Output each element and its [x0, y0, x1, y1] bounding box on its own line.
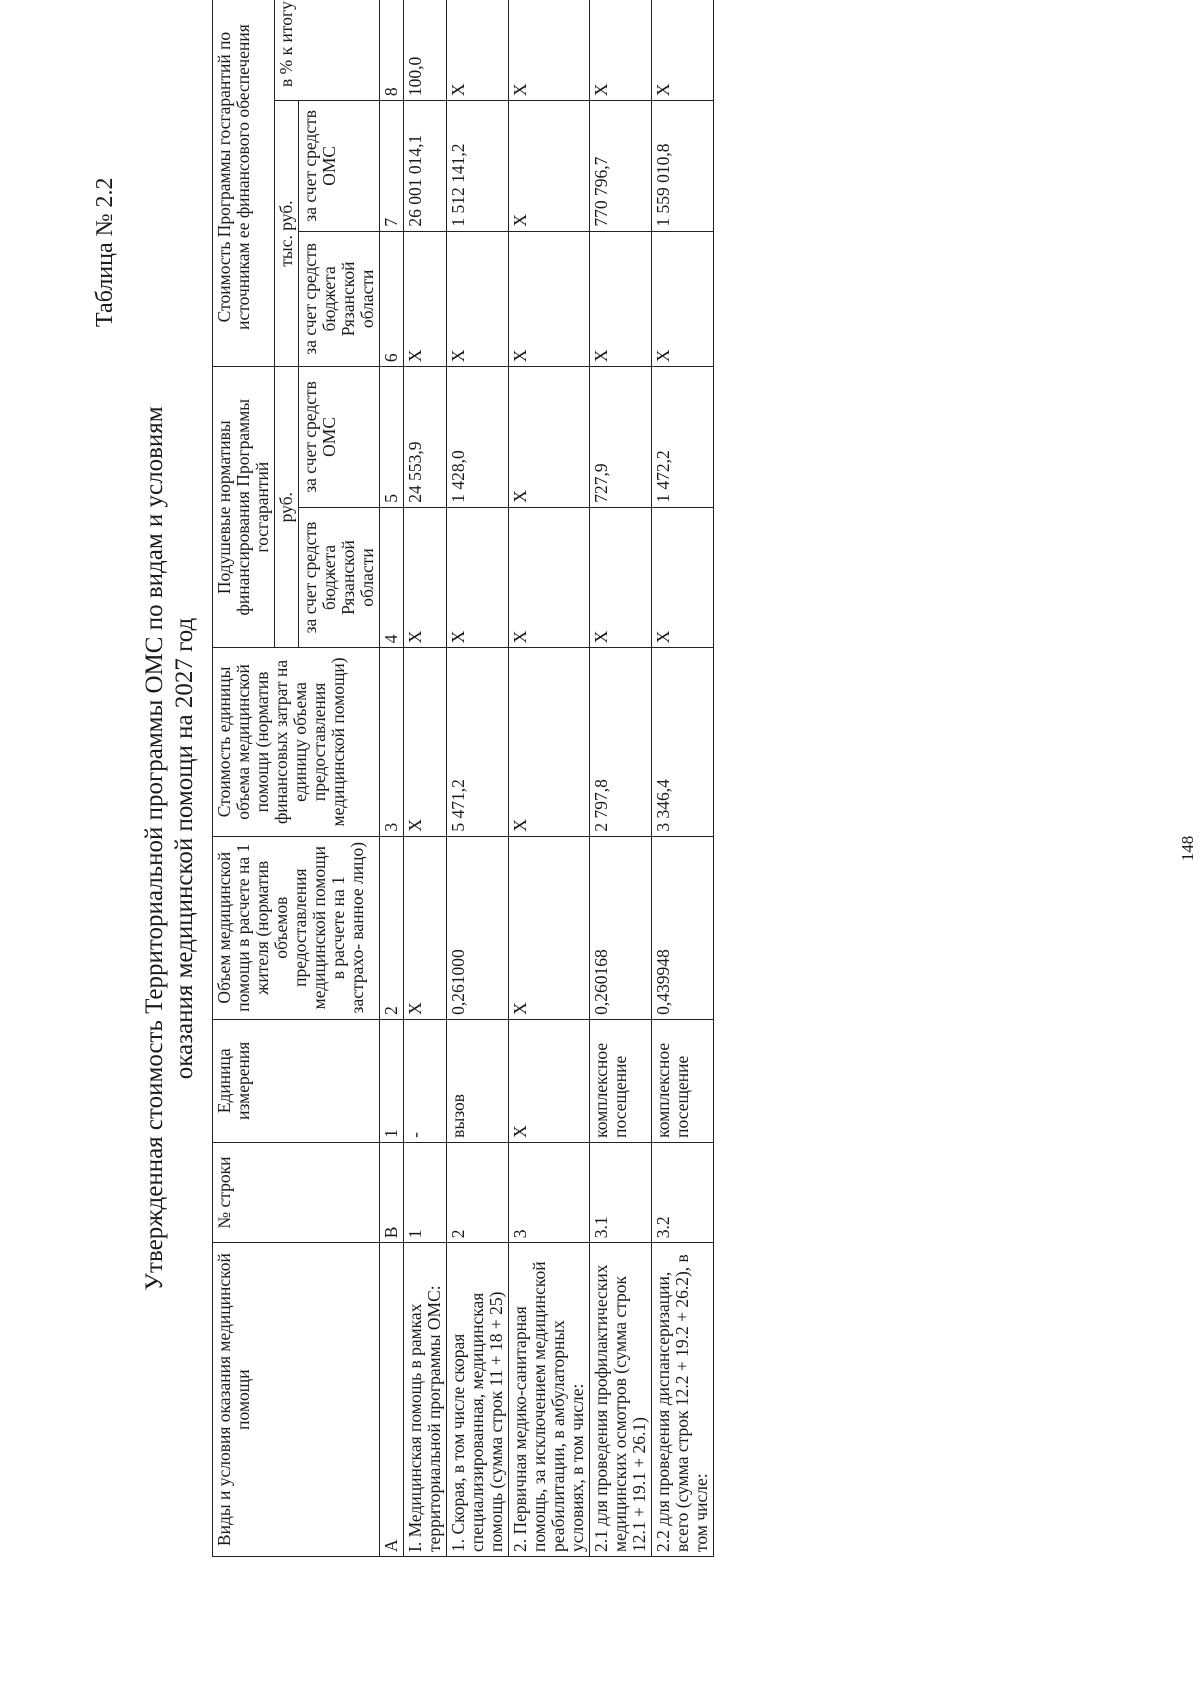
row-cost: 3 346,4 — [652, 648, 714, 836]
header-cost-unit: Стоимость единицы объема медицинской помощи (норматив финансовых затрат на единицу объема предоставления медицинской помощи) — [213, 648, 380, 836]
table-row — [447, 0, 509, 1557]
row-volume: Х — [509, 836, 590, 1019]
row-name: 2.2 для проведения диспансеризации, всего (сумма строк 12.2 + 19.2 + 26.2), в том числе: — [652, 1243, 714, 1557]
row-cost-oms: 1 512 141,2 — [447, 101, 509, 232]
header-cost-oms: за счет средств ОМС — [299, 101, 380, 232]
header-percent: в % к итогу — [275, 0, 380, 101]
page-number: 148 — [1178, 835, 1197, 862]
header-volume: Объем медицинской помощи в расчете на 1 жителя (норматив объемов предоставления медицинской помощи в расчете на 1 застрахо- ванное лицо) — [213, 836, 380, 1019]
header-row-1 — [213, 0, 275, 1557]
col-number: 4 — [380, 507, 404, 648]
row-name: I. Медицинская помощь в рамках территориальной программы ОМС: — [404, 1243, 447, 1557]
row-cost-budget: Х — [590, 231, 652, 367]
row-norm-budget: Х — [509, 507, 590, 648]
row-unit: вызов — [447, 1019, 509, 1142]
row-volume: 0,439948 — [652, 836, 714, 1019]
row-unit: - — [404, 1019, 447, 1142]
col-number: 8 — [380, 0, 404, 101]
row-no: 3.2 — [652, 1142, 714, 1242]
row-percent: Х — [509, 0, 590, 101]
row-cost: Х — [404, 648, 447, 836]
header-kind: Виды и условия оказания медицинской помощи — [213, 1243, 380, 1557]
row-volume: Х — [404, 836, 447, 1019]
row-cost-budget: Х — [652, 231, 714, 367]
header-unit: Единица измерения — [213, 1019, 380, 1142]
col-number: 7 — [380, 101, 404, 232]
row-percent: 100,0 — [404, 0, 447, 101]
row-no: 3.1 — [590, 1142, 652, 1242]
row-cost-budget: Х — [404, 231, 447, 367]
document-title — [140, 0, 200, 1697]
col-number: В — [380, 1142, 404, 1242]
title-line-2: оказания медицинской помощи на 2027 год — [171, 617, 198, 1080]
row-cost-oms: Х — [509, 101, 590, 232]
row-cost-oms: 1 559 010,8 — [652, 101, 714, 232]
table-row — [509, 0, 590, 1557]
row-name: 1. Скорая, в том числе скорая специализированная, медицинская помощь (сумма строк 11 + 18 + 25) — [447, 1243, 509, 1557]
row-norm-budget: Х — [404, 507, 447, 648]
col-number: 1 — [380, 1019, 404, 1142]
row-no: 1 — [404, 1142, 447, 1242]
row-no: 2 — [447, 1142, 509, 1242]
col-number: 2 — [380, 836, 404, 1019]
table-row — [590, 0, 652, 1557]
table-row — [404, 0, 447, 1557]
row-unit: комплексное посещение — [590, 1019, 652, 1142]
column-numbers-row — [380, 0, 404, 1557]
header-norms-unit: руб. — [275, 367, 299, 648]
row-cost: 5 471,2 — [447, 648, 509, 836]
row-name: 2.1 для проведения профилактических медицинских осмотров (сумма строк 12.1 + 19.1 + 26.1) — [590, 1243, 652, 1557]
title-line-1: Утвержденная стоимость Территориальной программы ОМС по видам и условиям — [141, 406, 168, 1291]
col-number: 5 — [380, 367, 404, 508]
row-percent: Х — [652, 0, 714, 101]
col-number: 3 — [380, 648, 404, 836]
header-norms-group: Подушевые нормативы финансирования Программы госгарантий — [213, 367, 275, 648]
row-unit: комплексное посещение — [652, 1019, 714, 1142]
header-norm-oms: за счет средств ОМС — [299, 367, 380, 508]
row-norm-budget: Х — [447, 507, 509, 648]
row-unit: Х — [509, 1019, 590, 1142]
row-no: 3 — [509, 1142, 590, 1242]
row-cost: 2 797,8 — [590, 648, 652, 836]
header-norm-budget: за счет средств бюджета Рязанской области — [299, 507, 380, 648]
table-row — [652, 0, 714, 1557]
col-number: 6 — [380, 231, 404, 367]
row-cost: Х — [509, 648, 590, 836]
row-norm-oms: 1 472,2 — [652, 367, 714, 508]
col-number: А — [380, 1243, 404, 1557]
row-norm-oms: Х — [509, 367, 590, 508]
header-cost-group: Стоимость Программы госгарантий по источникам ее финансового обеспечения — [213, 0, 275, 367]
row-name: 2. Первичная медико-санитарная помощь, за исключением медицинской реабилитации, в амбулаторных условиях, в том числе: — [509, 1243, 590, 1557]
row-volume: 0,260168 — [590, 836, 652, 1019]
header-cost-budget: за счет средств бюджета Рязанской области — [299, 231, 380, 367]
row-norm-oms: 24 553,9 — [404, 367, 447, 508]
row-norm-budget: Х — [590, 507, 652, 648]
table-label: Таблица № 2.2 — [92, 177, 118, 327]
row-percent: Х — [590, 0, 652, 101]
row-norm-oms: 1 428,0 — [447, 367, 509, 508]
row-cost-budget: Х — [447, 231, 509, 367]
row-cost-oms: 26 001 014,1 — [404, 101, 447, 232]
row-percent: Х — [447, 0, 509, 101]
row-volume: 0,261000 — [447, 836, 509, 1019]
cost-table — [212, 0, 714, 1557]
row-norm-oms: 727,9 — [590, 367, 652, 508]
header-row-no: № строки — [213, 1142, 380, 1242]
header-cost-group-unit: тыс. руб. — [275, 101, 299, 367]
row-norm-budget: Х — [652, 507, 714, 648]
row-cost-budget: Х — [509, 231, 590, 367]
row-cost-oms: 770 796,7 — [590, 101, 652, 232]
